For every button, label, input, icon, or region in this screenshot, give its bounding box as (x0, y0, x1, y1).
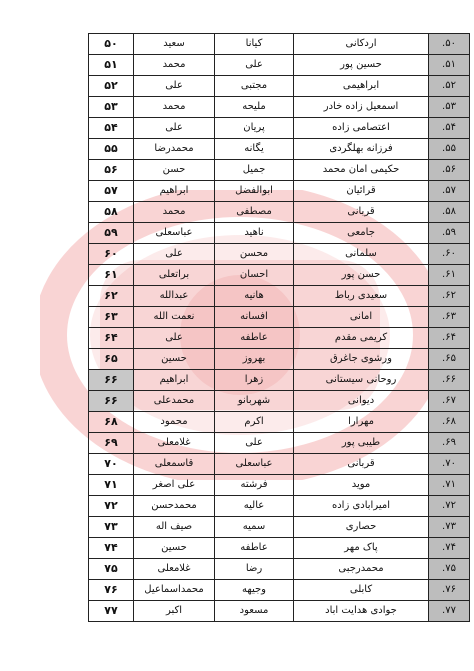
last-name-cell: جامعی (294, 223, 429, 244)
table-row (89, 76, 470, 97)
row-index-cell: .۵۸ (429, 202, 470, 223)
row-index-cell: .۷۵ (429, 559, 470, 580)
last-name-cell: ورشوی جاغرق (294, 349, 429, 370)
table-row (89, 538, 470, 559)
score-cell: ۵۲ (89, 76, 134, 97)
father-name-cell: علی (134, 328, 215, 349)
father-name-cell: علی (134, 244, 215, 265)
father-name-cell: سعید (134, 34, 215, 55)
last-name-cell: فرزانه بهلگردی (294, 139, 429, 160)
father-name-cell: قاسمعلی (134, 454, 215, 475)
first-name-cell: محسن (215, 244, 294, 265)
last-name-cell: اسمعیل زاده خادر (294, 97, 429, 118)
table-row (89, 454, 470, 475)
first-name-cell: مصطفی (215, 202, 294, 223)
father-name-cell: غلامعلی (134, 559, 215, 580)
score-cell: ۷۰ (89, 454, 134, 475)
table-row (89, 601, 470, 622)
first-name-cell: شهربانو (215, 391, 294, 412)
last-name-cell: قرائیان (294, 181, 429, 202)
row-index-cell: .۵۶ (429, 160, 470, 181)
row-index-cell: .۷۷ (429, 601, 470, 622)
last-name-cell: دیوانی (294, 391, 429, 412)
score-cell: ۷۷ (89, 601, 134, 622)
first-name-cell: ناهید (215, 223, 294, 244)
last-name-cell: حکیمی امان محمد (294, 160, 429, 181)
table-row (89, 580, 470, 601)
last-name-cell: امیرابادی زاده (294, 496, 429, 517)
score-cell: ۶۵ (89, 349, 134, 370)
table-row (89, 433, 470, 454)
first-name-cell: مجتبی (215, 76, 294, 97)
first-name-cell: عاطفه (215, 538, 294, 559)
father-name-cell: نعمت الله (134, 307, 215, 328)
score-cell: ۶۴ (89, 328, 134, 349)
first-name-cell: فرشته (215, 475, 294, 496)
table-row (89, 118, 470, 139)
row-index-cell: .۶۸ (429, 412, 470, 433)
father-name-cell: براتعلی (134, 265, 215, 286)
score-cell: ۷۲ (89, 496, 134, 517)
father-name-cell: حسین (134, 538, 215, 559)
student-list (88, 33, 456, 622)
row-index-cell: .۷۲ (429, 496, 470, 517)
last-name-cell: حسن پور (294, 265, 429, 286)
table-row (89, 328, 470, 349)
last-name-cell: طیبی پور (294, 433, 429, 454)
score-cell: ۶۲ (89, 286, 134, 307)
table-row (89, 160, 470, 181)
father-name-cell: حسین (134, 349, 215, 370)
row-index-cell: .۶۰ (429, 244, 470, 265)
first-name-cell: افسانه (215, 307, 294, 328)
table-row (89, 202, 470, 223)
last-name-cell: امانی (294, 307, 429, 328)
father-name-cell: ابراهیم (134, 181, 215, 202)
first-name-cell: جمیل (215, 160, 294, 181)
row-index-cell: .۷۱ (429, 475, 470, 496)
father-name-cell: علی اصغر (134, 475, 215, 496)
first-name-cell: علی (215, 55, 294, 76)
last-name-cell: موید (294, 475, 429, 496)
last-name-cell: قربانی (294, 202, 429, 223)
first-name-cell: عالیه (215, 496, 294, 517)
row-index-cell: .۵۲ (429, 76, 470, 97)
father-name-cell: حسن (134, 160, 215, 181)
row-index-cell: .۵۷ (429, 181, 470, 202)
score-cell: ۵۷ (89, 181, 134, 202)
row-index-cell: .۵۳ (429, 97, 470, 118)
last-name-cell: کابلی (294, 580, 429, 601)
table-row (89, 34, 470, 55)
father-name-cell: محمد (134, 202, 215, 223)
row-index-cell: .۶۹ (429, 433, 470, 454)
score-cell: ۵۵ (89, 139, 134, 160)
father-name-cell: محمد (134, 97, 215, 118)
first-name-cell: سمیه (215, 517, 294, 538)
father-name-cell: علی (134, 76, 215, 97)
father-name-cell: محمداسماعیل (134, 580, 215, 601)
father-name-cell: محمدرضا (134, 139, 215, 160)
father-name-cell: محمد (134, 55, 215, 76)
students-table (88, 33, 470, 622)
first-name-cell: بهروز (215, 349, 294, 370)
row-index-cell: .۷۰ (429, 454, 470, 475)
table-row (89, 286, 470, 307)
row-index-cell: .۶۲ (429, 286, 470, 307)
table-row (89, 496, 470, 517)
father-name-cell: اکبر (134, 601, 215, 622)
row-index-cell: .۵۴ (429, 118, 470, 139)
row-index-cell: .۷۶ (429, 580, 470, 601)
first-name-cell: وجیهه (215, 580, 294, 601)
row-index-cell: .۵۱ (429, 55, 470, 76)
score-cell: ۷۳ (89, 517, 134, 538)
table-row (89, 307, 470, 328)
last-name-cell: اعتصامی زاده (294, 118, 429, 139)
score-cell: ۶۹ (89, 433, 134, 454)
score-cell: ۵۹ (89, 223, 134, 244)
father-name-cell: غلامعلی (134, 433, 215, 454)
table-row (89, 370, 470, 391)
last-name-cell: محمدرجبی (294, 559, 429, 580)
score-cell: ۵۱ (89, 55, 134, 76)
row-index-cell: .۶۴ (429, 328, 470, 349)
last-name-cell: اردکانی (294, 34, 429, 55)
score-cell: ۶۰ (89, 244, 134, 265)
last-name-cell: کریمی مقدم (294, 328, 429, 349)
table-row (89, 223, 470, 244)
row-index-cell: .۵۹ (429, 223, 470, 244)
table-row (89, 244, 470, 265)
row-index-cell: .۵۰ (429, 34, 470, 55)
first-name-cell: عباسعلی (215, 454, 294, 475)
first-name-cell: ملیحه (215, 97, 294, 118)
first-name-cell: کیانا (215, 34, 294, 55)
table-row (89, 517, 470, 538)
last-name-cell: جوادی هدایت اباد (294, 601, 429, 622)
score-cell: ۶۶ (89, 370, 134, 391)
father-name-cell: محمدعلی (134, 391, 215, 412)
father-name-cell: ابراهیم (134, 370, 215, 391)
first-name-cell: پریان (215, 118, 294, 139)
table-row (89, 391, 470, 412)
last-name-cell: حصاری (294, 517, 429, 538)
last-name-cell: حسین پور (294, 55, 429, 76)
last-name-cell: سعیدی رباط (294, 286, 429, 307)
first-name-cell: مسعود (215, 601, 294, 622)
last-name-cell: سلمانی (294, 244, 429, 265)
score-cell: ۶۸ (89, 412, 134, 433)
score-cell: ۶۶ (89, 391, 134, 412)
table-row (89, 55, 470, 76)
score-cell: ۷۱ (89, 475, 134, 496)
father-name-cell: علی (134, 118, 215, 139)
table-row (89, 265, 470, 286)
score-cell: ۶۱ (89, 265, 134, 286)
first-name-cell: احسان (215, 265, 294, 286)
table-row (89, 139, 470, 160)
row-index-cell: .۶۷ (429, 391, 470, 412)
father-name-cell: محمدحسن (134, 496, 215, 517)
score-cell: ۵۳ (89, 97, 134, 118)
last-name-cell: روحانی سیستانی (294, 370, 429, 391)
first-name-cell: ابوالفضل (215, 181, 294, 202)
last-name-cell: مهرارا (294, 412, 429, 433)
first-name-cell: رضا (215, 559, 294, 580)
score-cell: ۷۵ (89, 559, 134, 580)
score-cell: ۷۶ (89, 580, 134, 601)
first-name-cell: هانیه (215, 286, 294, 307)
score-cell: ۷۴ (89, 538, 134, 559)
score-cell: ۵۶ (89, 160, 134, 181)
score-cell: ۵۸ (89, 202, 134, 223)
row-index-cell: .۶۱ (429, 265, 470, 286)
last-name-cell: ابراهیمی (294, 76, 429, 97)
father-name-cell: صیف اله (134, 517, 215, 538)
first-name-cell: زهرا (215, 370, 294, 391)
last-name-cell: قربانی (294, 454, 429, 475)
first-name-cell: یگانه (215, 139, 294, 160)
row-index-cell: .۶۳ (429, 307, 470, 328)
father-name-cell: عباسعلی (134, 223, 215, 244)
father-name-cell: محمود (134, 412, 215, 433)
row-index-cell: .۶۶ (429, 370, 470, 391)
table-row (89, 559, 470, 580)
first-name-cell: عاطفه (215, 328, 294, 349)
score-cell: ۵۴ (89, 118, 134, 139)
last-name-cell: پاک مهر (294, 538, 429, 559)
row-index-cell: .۷۴ (429, 538, 470, 559)
first-name-cell: علی (215, 433, 294, 454)
row-index-cell: .۶۵ (429, 349, 470, 370)
father-name-cell: عبدالله (134, 286, 215, 307)
score-cell: ۶۳ (89, 307, 134, 328)
score-cell: ۵۰ (89, 34, 134, 55)
table-row (89, 349, 470, 370)
first-name-cell: اکرم (215, 412, 294, 433)
table-row (89, 181, 470, 202)
row-index-cell: .۵۵ (429, 139, 470, 160)
table-row (89, 475, 470, 496)
table-row (89, 412, 470, 433)
table-row (89, 97, 470, 118)
row-index-cell: .۷۳ (429, 517, 470, 538)
